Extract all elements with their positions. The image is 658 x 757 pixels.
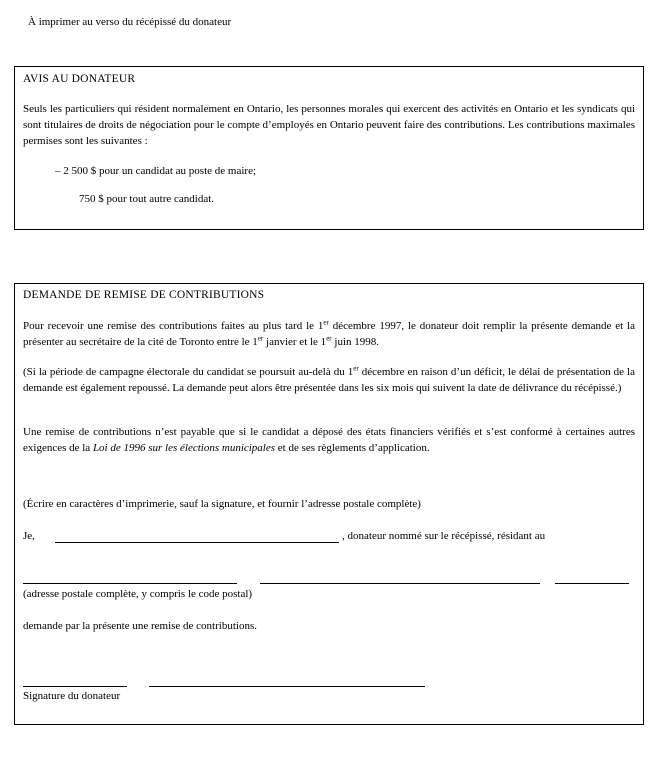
p1-text-b: décembre 1997, le donateur doit remplir la présente demande et la présenter au secrétaire de la cité de Toronto entre le 1 — [23, 320, 635, 348]
address-field-3[interactable] — [555, 583, 629, 584]
p3-text-b: et de ses règlements d’application. — [275, 442, 430, 454]
request-paragraph-extension — [23, 364, 635, 396]
address-field-1[interactable] — [23, 583, 237, 584]
request-paragraph-deadline — [23, 318, 635, 350]
signature-date-field[interactable] — [149, 686, 425, 687]
signature-label: Signature du donateur — [23, 690, 121, 702]
request-title: DEMANDE DE REMISE DE CONTRIBUTIONS — [23, 289, 265, 301]
request-paragraph-conditions — [23, 424, 635, 456]
notice-item-other: 750 $ pour tout autre candidat. — [79, 193, 215, 205]
p2-text-a: (Si la période de campagne électorale du candidat se poursuit au-delà du 1 — [23, 366, 354, 378]
p2-text-b: décembre en raison d’un déficit, le délai de présentation de la demande est également repoussé. La demande peut alors être présentée dans les six mois qui suivent la date de délivrance du récépissé.) — [23, 366, 635, 394]
p3-act-title: Loi de 1996 sur les élections municipales — [92, 442, 276, 454]
donor-name-field[interactable] — [55, 542, 339, 543]
page-header-note: À imprimer au verso du récépissé du donateur — [28, 16, 232, 28]
p1-sup-2: er — [257, 334, 264, 343]
signature-field[interactable] — [23, 686, 127, 687]
je-label: Je, — [23, 530, 35, 542]
p1-sup-3: er — [326, 334, 332, 343]
notice-title: AVIS AU DONATEUR — [23, 73, 136, 85]
request-box — [14, 283, 644, 725]
p1-text-c: janvier et le 1 — [263, 336, 327, 348]
notice-item-mayor: – 2 500 $ pour un candidat au poste de maire; — [55, 165, 257, 177]
p1-sup-1: er — [323, 318, 329, 327]
p3-text-a: Une remise de contributions n’est payable que si le candidat a déposé des états financiers vérifiés et s’est conformé à certaines autres exigences de la — [23, 426, 635, 454]
p1-text-d: juin 1998. — [331, 336, 380, 348]
p2-sup: er — [353, 364, 359, 373]
notice-paragraph: Seuls les particuliers qui résident normalement en Ontario, les personnes morales qui exercent des activités en Ontario et les syndicats qui sont titulaires de droits de négociation pour le compte d’employés en Ontario peuvent faire des contributions. Les contributions maximales permises sont les suivantes : — [23, 103, 635, 147]
notice-box — [14, 66, 644, 230]
request-statement: demande par la présente une remise de contributions. — [23, 620, 257, 632]
p1-text-a: Pour recevoir une remise des contributions faites au plus tard le 1 — [23, 320, 324, 332]
address-field-2[interactable] — [260, 583, 540, 584]
donor-resident-text: , donateur nommé sur le récépissé, résidant au — [342, 530, 546, 542]
address-label: (adresse postale complète, y compris le code postal) — [23, 588, 253, 600]
print-instruction: (Écrire en caractères d’imprimerie, sauf la signature, et fournir l’adresse postale complète) — [23, 498, 421, 510]
